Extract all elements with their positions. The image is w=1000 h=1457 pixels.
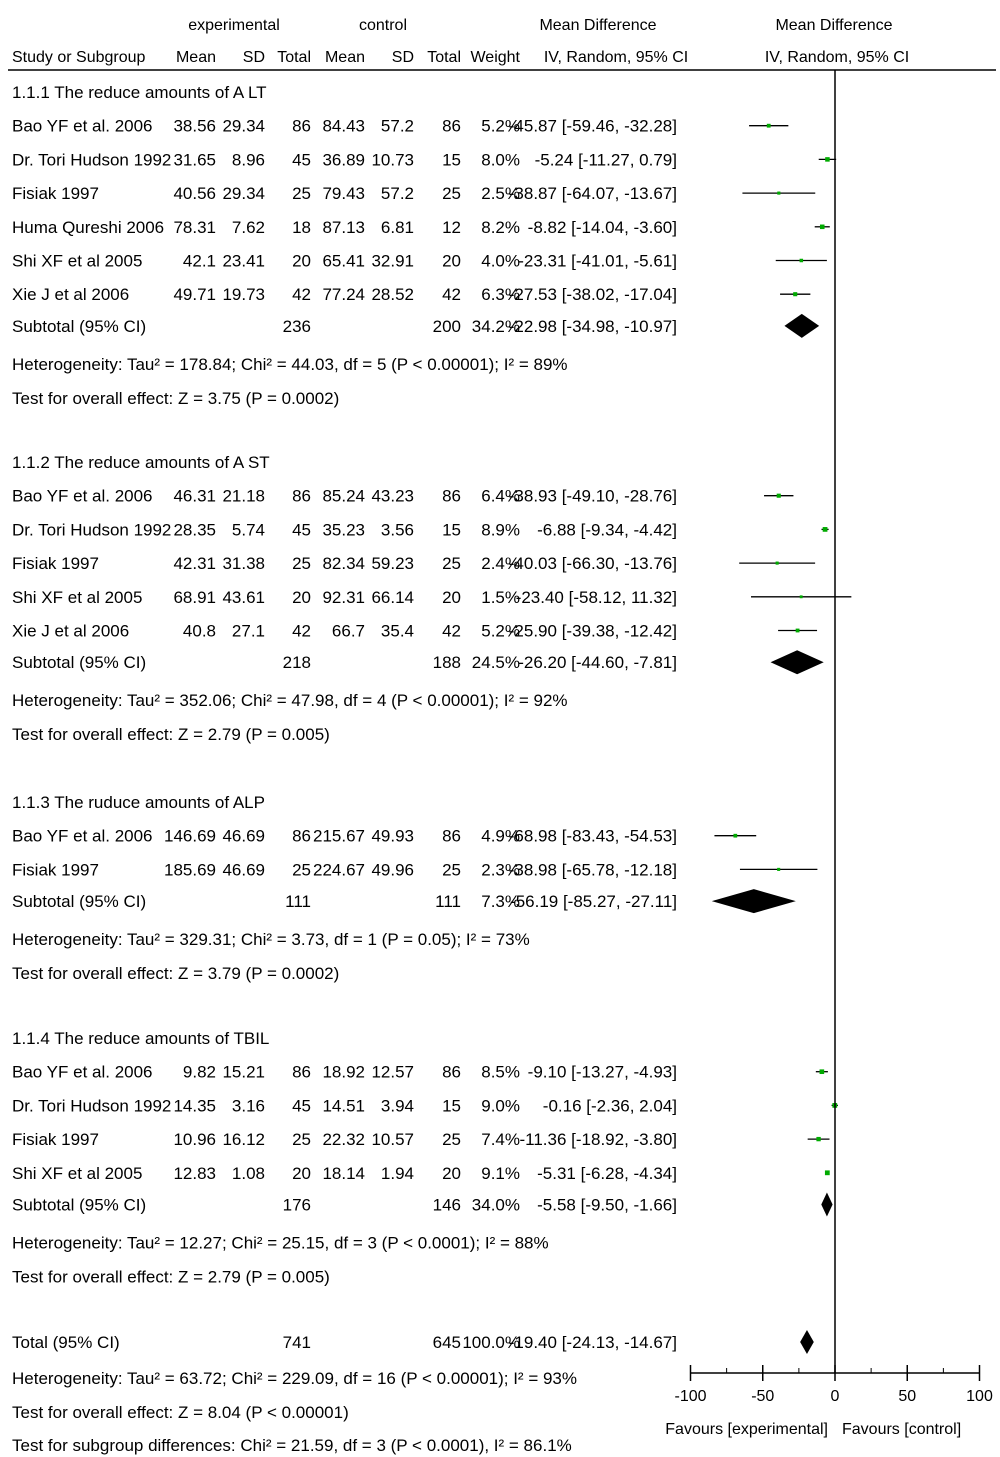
ctl-sd-cell: 57.2 — [380, 116, 414, 136]
col-weight: Weight — [470, 49, 520, 66]
subtotal-ctl-total: 146 — [432, 1195, 461, 1215]
exp-total-cell: 25 — [292, 554, 311, 574]
ci-cell: -25.90 [-39.38, -12.42] — [508, 621, 677, 641]
exp-total-cell: 86 — [292, 486, 311, 506]
study-name: Dr. Tori Hudson 1992 — [12, 150, 172, 170]
subtotal-ctl-total: 200 — [432, 316, 461, 336]
x-tick-label: 50 — [898, 1388, 917, 1405]
col-ctl-sd: SD — [391, 49, 414, 66]
study-name: Fisiak 1997 — [12, 1130, 99, 1150]
ci-cell: -68.98 [-83.43, -54.53] — [508, 826, 677, 846]
study-marker — [777, 494, 781, 498]
study-marker — [767, 124, 771, 128]
exp-sd-cell: 1.08 — [231, 1163, 265, 1183]
study-marker — [796, 629, 800, 633]
exp-mean-cell: 42.31 — [173, 554, 216, 574]
total-ci: -19.40 [-24.13, -14.67] — [508, 1333, 677, 1352]
total-diamond — [800, 1330, 814, 1354]
subtotal-diamond — [771, 650, 824, 674]
exp-mean-cell: 38.56 — [173, 116, 216, 136]
ctl-sd-cell: 57.2 — [380, 184, 414, 204]
ctl-sd-cell: 12.57 — [371, 1062, 414, 1082]
ctl-total-cell: 25 — [442, 554, 461, 574]
study-name: Shi XF et al 2005 — [12, 1163, 143, 1183]
ctl-mean-cell: 35.23 — [322, 520, 365, 540]
subtotal-exp-total: 176 — [282, 1195, 311, 1215]
subtotal-diamond — [712, 889, 796, 913]
ci-cell: -45.87 [-59.46, -32.28] — [508, 116, 677, 136]
study-name: Bao YF et al. 2006 — [12, 1062, 153, 1082]
total-exp-total: 741 — [282, 1333, 311, 1352]
study-marker — [777, 192, 780, 195]
study-marker — [816, 1137, 820, 1141]
weight-cell: 8.9% — [481, 520, 520, 540]
weight-cell: 5.2% — [481, 116, 520, 136]
study-marker — [825, 1170, 830, 1175]
weight-cell: 2.4% — [481, 554, 520, 574]
subgroup-title: 1.1.2 The reduce amounts of A ST — [12, 453, 270, 472]
ctl-total-cell: 25 — [442, 1130, 461, 1150]
ci-cell: -23.31 [-41.01, -5.61] — [518, 251, 677, 271]
exp-total-cell: 18 — [292, 217, 311, 237]
exp-mean-cell: 42.1 — [182, 251, 216, 271]
ctl-mean-cell: 215.67 — [313, 826, 365, 846]
exp-mean-cell: 31.65 — [173, 150, 216, 170]
exp-mean-cell: 14.35 — [173, 1096, 216, 1116]
header-md-title: Mean Difference — [539, 17, 657, 34]
subtotal-label: Subtotal (95% CI) — [12, 653, 147, 673]
subtotal-exp-total: 111 — [285, 892, 311, 912]
ctl-mean-cell: 22.32 — [322, 1130, 365, 1150]
subtotal-ci: -26.20 [-44.60, -7.81] — [518, 653, 677, 673]
exp-total-cell: 20 — [292, 1163, 311, 1183]
ctl-mean-cell: 66.7 — [331, 621, 365, 641]
exp-total-cell: 25 — [292, 860, 311, 880]
ctl-total-cell: 15 — [442, 150, 461, 170]
col-exp-sd: SD — [242, 49, 265, 66]
study-marker — [800, 259, 804, 263]
header-plot-title: Mean Difference — [775, 17, 893, 34]
total-weight: 100.0% — [462, 1333, 520, 1352]
ctl-total-cell: 15 — [442, 520, 461, 540]
ctl-sd-cell: 10.73 — [371, 150, 414, 170]
exp-mean-cell: 40.8 — [182, 621, 216, 641]
study-name: Xie J et al 2006 — [12, 621, 130, 641]
study-marker — [823, 527, 828, 532]
total-heterogeneity-text: Heterogeneity: Tau² = 63.72; Chi² = 229.09, df = 16 (P < 0.00001); I² = 93% — [12, 1369, 577, 1388]
subtotal-exp-total: 218 — [282, 653, 311, 673]
subtotal-ctl-total: 111 — [435, 892, 461, 912]
study-name: Shi XF et al 2005 — [12, 251, 143, 271]
study-marker — [825, 157, 830, 162]
exp-total-cell: 45 — [292, 1096, 311, 1116]
weight-cell: 8.2% — [481, 217, 520, 237]
ctl-mean-cell: 18.14 — [322, 1163, 365, 1183]
ctl-mean-cell: 79.43 — [322, 184, 365, 204]
heterogeneity-text: Heterogeneity: Tau² = 329.31; Chi² = 3.73, df = 1 (P = 0.05); I² = 73% — [12, 930, 530, 950]
ctl-total-cell: 42 — [442, 285, 461, 305]
ci-cell: -0.16 [-2.36, 2.04] — [542, 1096, 677, 1116]
ctl-total-cell: 20 — [442, 251, 461, 271]
subtotal-diamond — [784, 314, 819, 338]
x-tick-label: 0 — [830, 1388, 840, 1405]
weight-cell: 9.0% — [481, 1096, 520, 1116]
study-marker — [733, 834, 737, 838]
exp-total-cell: 86 — [292, 116, 311, 136]
ctl-sd-cell: 49.93 — [371, 826, 414, 846]
exp-sd-cell: 29.34 — [222, 116, 265, 136]
col-ci: IV, Random, 95% CI — [543, 49, 689, 66]
ctl-sd-cell: 35.4 — [380, 621, 414, 641]
ctl-mean-cell: 65.41 — [322, 251, 365, 271]
ctl-sd-cell: 1.94 — [380, 1163, 414, 1183]
ctl-sd-cell: 3.94 — [380, 1096, 414, 1116]
ctl-total-cell: 86 — [442, 826, 461, 846]
ctl-mean-cell: 92.31 — [322, 587, 365, 607]
x-axis — [665, 70, 993, 1438]
x-tick-label: -100 — [674, 1388, 707, 1405]
exp-sd-cell: 8.96 — [231, 150, 265, 170]
weight-cell: 5.2% — [481, 621, 520, 641]
total-label: Total (95% CI) — [12, 1333, 120, 1352]
subtotal-label: Subtotal (95% CI) — [12, 316, 147, 336]
exp-sd-cell: 46.69 — [222, 826, 265, 846]
favours-right-label: Favours [control] — [842, 1421, 962, 1438]
weight-cell: 4.9% — [481, 826, 520, 846]
exp-sd-cell: 43.61 — [222, 587, 265, 607]
heterogeneity-text: Heterogeneity: Tau² = 352.06; Chi² = 47.98, df = 4 (P < 0.00001); I² = 92% — [12, 691, 568, 711]
exp-sd-cell: 27.1 — [231, 621, 265, 641]
ci-cell: -38.98 [-65.78, -12.18] — [508, 860, 677, 880]
exp-sd-cell: 46.69 — [222, 860, 265, 880]
ci-cell: -5.31 [-6.28, -4.34] — [537, 1163, 677, 1183]
subtotal-diamond — [821, 1193, 832, 1217]
ctl-total-cell: 42 — [442, 621, 461, 641]
ctl-total-cell: 12 — [442, 217, 461, 237]
ci-cell: -6.88 [-9.34, -4.42] — [537, 520, 677, 540]
overall-effect-text: Test for overall effect: Z = 2.79 (P = 0.005) — [12, 725, 330, 745]
ctl-sd-cell: 6.81 — [380, 217, 414, 237]
ctl-total-cell: 86 — [442, 116, 461, 136]
col-plot-method: IV, Random, 95% CI — [764, 49, 910, 66]
exp-sd-cell: 29.34 — [222, 184, 265, 204]
exp-sd-cell: 21.18 — [222, 486, 265, 506]
ci-cell: -40.03 [-66.30, -13.76] — [508, 554, 677, 574]
weight-cell: 4.0% — [481, 251, 520, 271]
overall-effect-text: Test for overall effect: Z = 3.79 (P = 0.0002) — [12, 964, 340, 984]
header-control: control — [358, 17, 408, 34]
table-rows — [12, 83, 677, 1455]
ctl-mean-cell: 85.24 — [322, 486, 365, 506]
ctl-total-cell: 86 — [442, 1062, 461, 1082]
weight-cell: 7.4% — [481, 1130, 520, 1150]
exp-mean-cell: 28.35 — [173, 520, 216, 540]
study-marker — [800, 595, 803, 598]
exp-sd-cell: 19.73 — [222, 285, 265, 305]
exp-total-cell: 25 — [292, 1130, 311, 1150]
ci-cell: -5.24 [-11.27, 0.79] — [534, 150, 677, 170]
ctl-mean-cell: 77.24 — [322, 285, 365, 305]
exp-total-cell: 42 — [292, 285, 311, 305]
ci-cell: -9.10 [-13.27, -4.93] — [527, 1062, 677, 1082]
subtotal-weight: 34.0% — [471, 1195, 520, 1215]
weight-cell: 6.4% — [481, 486, 520, 506]
ci-cell: -27.53 [-38.02, -17.04] — [508, 285, 677, 305]
ci-cell: -8.82 [-14.04, -3.60] — [527, 217, 677, 237]
weight-cell: 1.5% — [481, 587, 520, 607]
exp-mean-cell: 78.31 — [173, 217, 216, 237]
ctl-total-cell: 20 — [442, 1163, 461, 1183]
exp-sd-cell: 16.12 — [222, 1130, 265, 1150]
exp-mean-cell: 9.82 — [182, 1062, 216, 1082]
subgroup-title: 1.1.4 The reduce amounts of TBIL — [12, 1029, 270, 1048]
col-ctl-total: Total — [427, 49, 461, 66]
exp-sd-cell: 5.74 — [231, 520, 265, 540]
exp-mean-cell: 49.71 — [173, 285, 216, 305]
ctl-mean-cell: 14.51 — [322, 1096, 365, 1116]
ctl-total-cell: 20 — [442, 587, 461, 607]
exp-total-cell: 45 — [292, 150, 311, 170]
total-ctl-total: 645 — [432, 1333, 461, 1352]
study-marker — [820, 1069, 825, 1074]
exp-sd-cell: 31.38 — [222, 554, 265, 574]
exp-total-cell: 20 — [292, 251, 311, 271]
weight-cell: 9.1% — [481, 1163, 520, 1183]
col-exp-mean: Mean — [175, 49, 216, 66]
study-name: Xie J et al 2006 — [12, 285, 130, 305]
exp-total-cell: 45 — [292, 520, 311, 540]
study-name: Fisiak 1997 — [12, 184, 99, 204]
ctl-total-cell: 15 — [442, 1096, 461, 1116]
subtotal-weight: 7.3% — [481, 892, 520, 912]
ctl-total-cell: 25 — [442, 860, 461, 880]
ctl-mean-cell: 36.89 — [322, 150, 365, 170]
exp-total-cell: 42 — [292, 621, 311, 641]
ctl-sd-cell: 66.14 — [371, 587, 414, 607]
exp-mean-cell: 46.31 — [173, 486, 216, 506]
ctl-sd-cell: 32.91 — [371, 251, 414, 271]
study-name: Shi XF et al 2005 — [12, 587, 143, 607]
overall-effect-text: Test for overall effect: Z = 3.75 (P = 0.0002) — [12, 388, 340, 408]
weight-cell: 8.0% — [481, 150, 520, 170]
ctl-total-cell: 25 — [442, 184, 461, 204]
overall-effect-text: Test for overall effect: Z = 2.79 (P = 0.005) — [12, 1267, 330, 1287]
subtotal-label: Subtotal (95% CI) — [12, 892, 147, 912]
col-exp-total: Total — [277, 49, 311, 66]
ctl-sd-cell: 28.52 — [371, 285, 414, 305]
study-name: Dr. Tori Hudson 1992 — [12, 1096, 172, 1116]
exp-mean-cell: 10.96 — [173, 1130, 216, 1150]
plot-marks — [712, 124, 852, 1354]
ctl-sd-cell: 43.23 — [371, 486, 414, 506]
study-name: Fisiak 1997 — [12, 860, 99, 880]
col-ctl-mean: Mean — [324, 49, 365, 66]
ctl-sd-cell: 3.56 — [380, 520, 414, 540]
ctl-sd-cell: 10.57 — [371, 1130, 414, 1150]
subtotal-weight: 24.5% — [471, 653, 520, 673]
favours-left-label: Favours [experimental] — [665, 1421, 828, 1438]
exp-sd-cell: 7.62 — [231, 217, 265, 237]
ctl-sd-cell: 49.96 — [371, 860, 414, 880]
subtotal-label: Subtotal (95% CI) — [12, 1195, 147, 1215]
x-tick-label: -50 — [751, 1388, 775, 1405]
exp-total-cell: 25 — [292, 184, 311, 204]
subgroup-differences-text: Test for subgroup differences: Chi² = 21.59, df = 3 (P < 0.0001), I² = 86.1% — [12, 1436, 572, 1455]
exp-sd-cell: 15.21 — [222, 1062, 265, 1082]
weight-cell: 8.5% — [481, 1062, 520, 1082]
heterogeneity-text: Heterogeneity: Tau² = 12.27; Chi² = 25.15, df = 3 (P < 0.0001); I² = 88% — [12, 1233, 549, 1253]
ctl-mean-cell: 224.67 — [313, 860, 365, 880]
exp-mean-cell: 12.83 — [173, 1163, 216, 1183]
weight-cell: 2.5% — [481, 184, 520, 204]
ci-cell: -38.87 [-64.07, -13.67] — [508, 184, 677, 204]
col-study: Study or Subgroup — [12, 49, 146, 66]
x-tick-label: 100 — [966, 1388, 993, 1405]
study-name: Fisiak 1997 — [12, 554, 99, 574]
heterogeneity-text: Heterogeneity: Tau² = 178.84; Chi² = 44.03, df = 5 (P < 0.00001); I² = 89% — [12, 354, 568, 374]
subtotal-ci: -5.58 [-9.50, -1.66] — [537, 1195, 677, 1215]
study-name: Huma Qureshi 2006 — [12, 217, 165, 237]
subtotal-ci: -22.98 [-34.98, -10.97] — [508, 316, 677, 336]
study-marker — [777, 868, 780, 871]
study-name: Bao YF et al. 2006 — [12, 116, 153, 136]
study-name: Dr. Tori Hudson 1992 — [12, 520, 172, 540]
ctl-total-cell: 86 — [442, 486, 461, 506]
total-overall-effect-text: Test for overall effect: Z = 8.04 (P < 0.00001) — [12, 1403, 349, 1422]
weight-cell: 2.3% — [481, 860, 520, 880]
subgroup-title: 1.1.3 The ruduce amounts of ALP — [12, 793, 265, 812]
exp-mean-cell: 68.91 — [173, 587, 216, 607]
ctl-mean-cell: 82.34 — [322, 554, 365, 574]
exp-total-cell: 86 — [292, 1062, 311, 1082]
subtotal-ci: -56.19 [-85.27, -27.11] — [510, 892, 677, 912]
ctl-mean-cell: 84.43 — [322, 116, 365, 136]
exp-total-cell: 20 — [292, 587, 311, 607]
study-marker — [820, 225, 825, 230]
ctl-mean-cell: 87.13 — [322, 217, 365, 237]
subtotal-weight: 34.2% — [471, 316, 520, 336]
exp-sd-cell: 23.41 — [222, 251, 265, 271]
exp-mean-cell: 185.69 — [164, 860, 216, 880]
ci-cell: -38.93 [-49.10, -28.76] — [508, 486, 677, 506]
exp-mean-cell: 40.56 — [173, 184, 216, 204]
study-name: Bao YF et al. 2006 — [12, 486, 153, 506]
weight-cell: 6.3% — [481, 285, 520, 305]
subtotal-ctl-total: 188 — [432, 653, 461, 673]
ci-cell: -23.40 [-58.12, 11.32] — [515, 587, 677, 607]
subgroup-title: 1.1.1 The reduce amounts of A LT — [12, 83, 267, 102]
subtotal-exp-total: 236 — [282, 316, 311, 336]
header-experimental: experimental — [188, 17, 280, 34]
exp-mean-cell: 146.69 — [164, 826, 216, 846]
study-marker — [793, 292, 797, 296]
ctl-mean-cell: 18.92 — [322, 1062, 365, 1082]
ctl-sd-cell: 59.23 — [371, 554, 414, 574]
exp-sd-cell: 3.16 — [231, 1096, 265, 1116]
study-name: Bao YF et al. 2006 — [12, 826, 153, 846]
study-marker — [776, 562, 779, 565]
exp-total-cell: 86 — [292, 826, 311, 846]
ci-cell: -11.36 [-18.92, -3.80] — [519, 1130, 677, 1150]
